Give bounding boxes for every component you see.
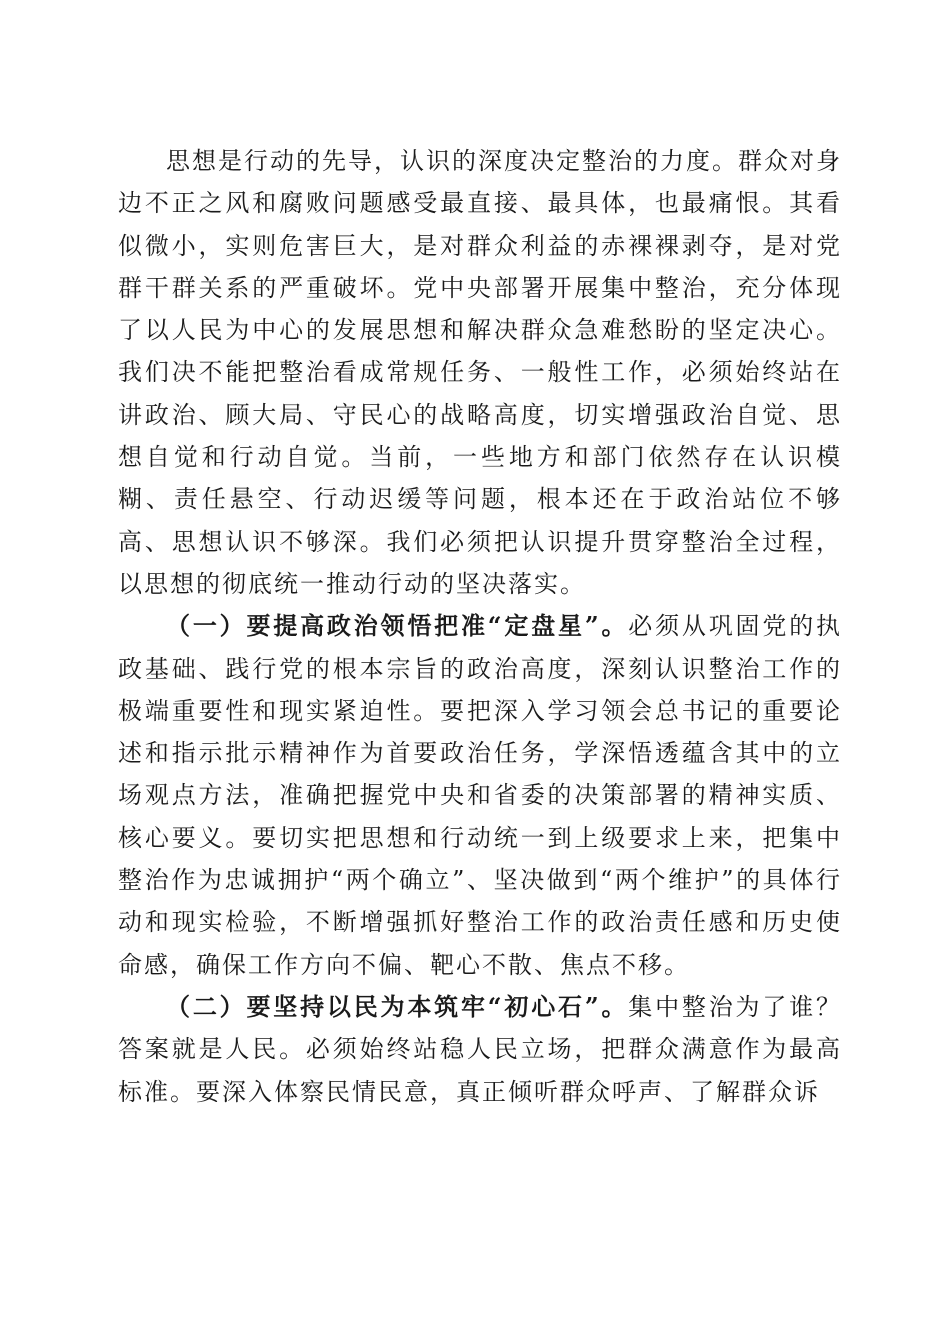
section-1-heading: （一）要提高政治领悟把准“定盘星”。 xyxy=(166,611,629,641)
paragraph-intro xyxy=(118,140,842,605)
paragraph-section-1 xyxy=(118,605,842,986)
document-body xyxy=(118,140,842,1113)
section-2-text: 集中整治为了谁？答案就是人民。必须始终站稳人民立场，把群众满意作为最高标准。要深入体察民情民意，真正倾听群众呼声、了解群众诉 xyxy=(118,992,843,1106)
section-1-text: 必须从巩固党的执政基础、践行党的根本宗旨的政治高度，深刻认识整治工作的极端重要性和现实紧迫性。要把深入学习领会总书记的重要论述和指示批示精神作为首要政治任务，学深悟透蕴含其中的立场观点方法，准确把握党中央和省委的决策部署的精神实质、核心要义。要切实把思想和行动统一到上级要求上来，把集中整治作为忠诚拥护“两个确立”、坚决做到“两个维护”的具体行动和现实检验，不断增强抓好整治工作的政治责任感和历史使命感，确保工作方向不偏、靶心不散、焦点不移。 xyxy=(118,612,843,979)
paragraph-section-2 xyxy=(118,986,842,1113)
section-2-heading: （二）要坚持以民为本筑牢“初心石”。 xyxy=(166,991,629,1021)
paragraph-intro-text: 思想是行动的先导，认识的深度决定整治的力度。群众对身边不正之风和腐败问题感受最直接、最具体，也最痛恨。其看似微小，实则危害巨大，是对群众利益的赤裸裸剥夺，是对党群干群关系的严重破坏。党中央部署开展集中整治，充分体现了以人民为中心的发展思想和解决群众急难愁盼的坚定决心。我们决不能把整治看成常规任务、一般性工作，必须始终站在讲政治、顾大局、守民心的战略高度，切实增强政治自觉、思想自觉和行动自觉。当前，一些地方和部门依然存在认识模糊、责任悬空、行动迟缓等问题，根本还在于政治站位不够高、思想认识不够深。我们必须把认识提升贯穿整治全过程，以思想的彻底统一推动行动的坚决落实。 xyxy=(118,147,842,598)
